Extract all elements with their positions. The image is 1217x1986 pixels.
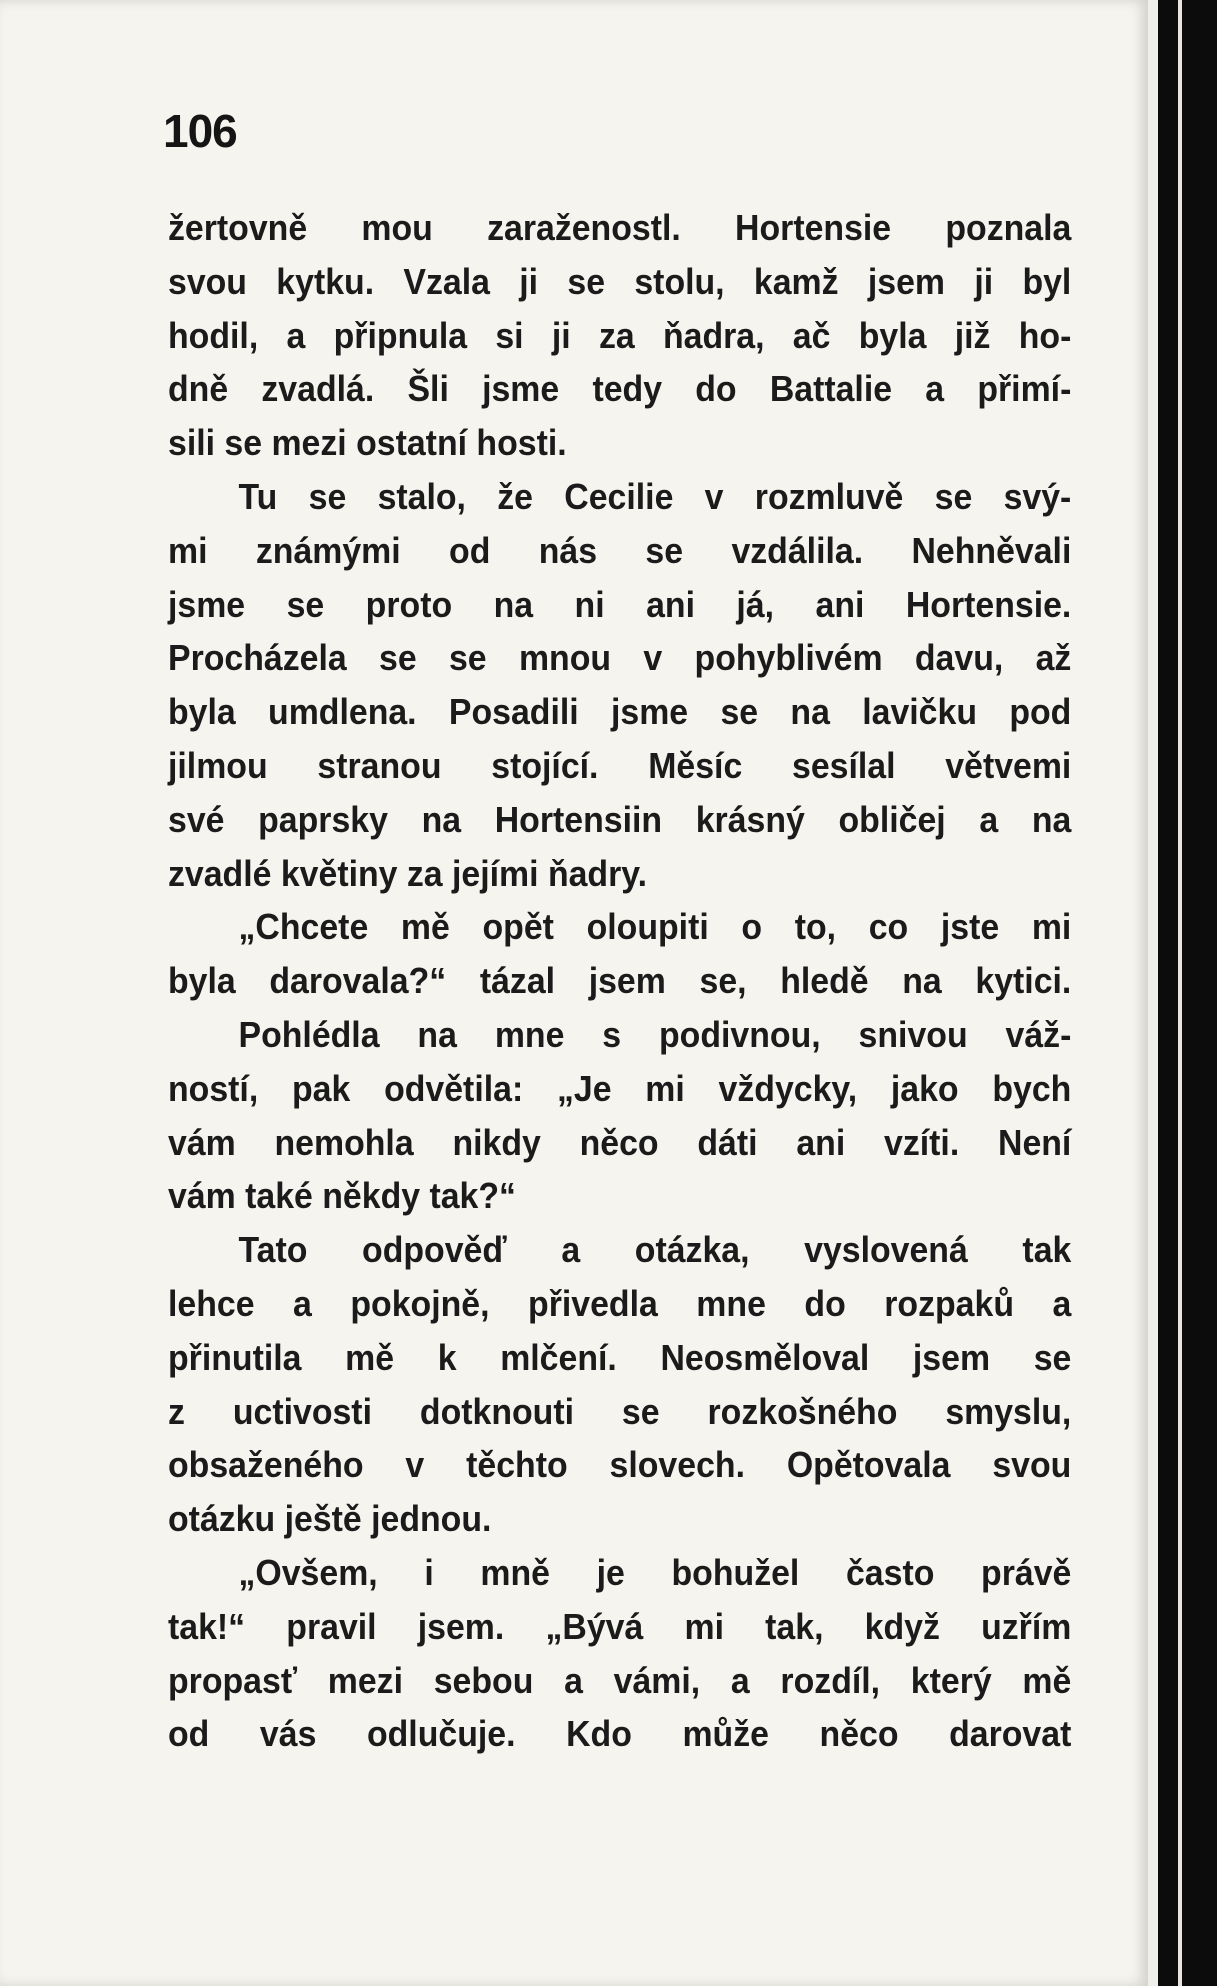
text-line: žertovně mou zaraženostl. Hortensie poznala bbox=[168, 207, 1072, 248]
text-line: propasť mezi sebou a vámi, a rozdíl, který mě bbox=[168, 1659, 1072, 1701]
text-line: své paprsky na Hortensiin krásný obličej a na bbox=[168, 798, 1072, 840]
text-line: jilmou stranou stojící. Měsíc sesílal větvemi bbox=[168, 744, 1072, 786]
body-text bbox=[168, 201, 1072, 1761]
text-line: otázku ještě jednou. bbox=[168, 1498, 492, 1540]
text-line: zvadlé květiny za jejími ňadry. bbox=[168, 852, 647, 894]
text-line: od vás odlučuje. Kdo může něco darovat bbox=[168, 1713, 1072, 1755]
text-line: svou kytku. Vzala ji se stolu, kamž jsem ji byl bbox=[168, 260, 1072, 302]
page-number: 106 bbox=[163, 105, 237, 157]
text-line: byla darovala?“ tázal jsem se, hledě na kytici. bbox=[168, 960, 1072, 1002]
text-line: tak!“ pravil jsem. „Bývá mi tak, když uzřím bbox=[168, 1605, 1072, 1647]
page-edge-line bbox=[1178, 0, 1182, 1986]
text-line: lehce a pokojně, přivedla mne do rozpaků a bbox=[168, 1282, 1072, 1324]
text-line: z uctivosti dotknouti se rozkošného smyslu, bbox=[168, 1390, 1072, 1432]
facing-page-edge bbox=[1148, 0, 1217, 1986]
text-line: Tu se stalo, že Cecilie v rozmluvě se svý- bbox=[238, 475, 1072, 517]
text-line: „Chcete mě opět oloupiti o to, co jste mi bbox=[238, 906, 1072, 948]
text-line: hodil, a připnula si ji za ňadra, ač byla již ho- bbox=[168, 314, 1072, 356]
text-line: sili se mezi ostatní hosti. bbox=[168, 422, 567, 464]
text-line: Procházela se se mnou v pohyblivém davu, až bbox=[168, 637, 1072, 679]
text-line: Tato odpověď a otázka, vyslovená tak bbox=[238, 1229, 1072, 1271]
text-line: Pohlédla na mne s podivnou, snivou váž- bbox=[238, 1013, 1072, 1055]
text-line: byla umdlena. Posadili jsme se na lavičku pod bbox=[168, 691, 1072, 733]
text-line: ností, pak odvětila: „Je mi vždycky, jako bych bbox=[168, 1067, 1072, 1109]
text-line: jsme se proto na ni ani já, ani Hortensie. bbox=[168, 583, 1072, 625]
text-line: vám nemohla nikdy něco dáti ani vzíti. Není bbox=[168, 1121, 1072, 1163]
text-line: dně zvadlá. Šli jsme tedy do Battalie a přimí- bbox=[168, 368, 1072, 410]
text-line: přinutila mě k mlčení. Neosměloval jsem se bbox=[168, 1336, 1072, 1378]
text-line: vám také někdy tak?“ bbox=[168, 1175, 516, 1217]
text-line: „Ovšem, i mně je bohužel často právě bbox=[238, 1551, 1072, 1593]
text-line: mi známými od nás se vzdálila. Nehněvali bbox=[168, 529, 1072, 571]
text-line: obsaženého v těchto slovech. Opětovala svou bbox=[168, 1444, 1072, 1486]
